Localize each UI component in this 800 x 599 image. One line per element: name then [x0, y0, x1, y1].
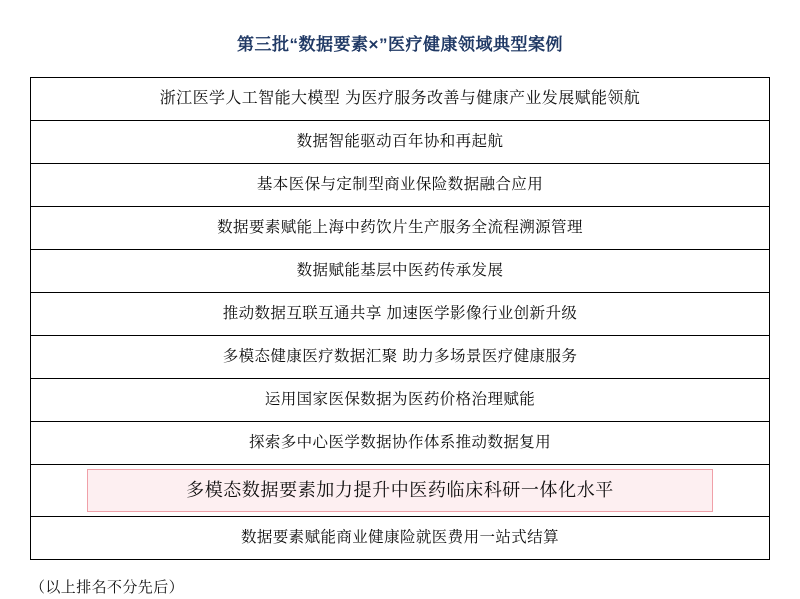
case-title: 多模态数据要素加力提升中医药临床科研一体化水平	[186, 479, 614, 500]
case-title: 数据智能驱动百年协和再起航	[296, 132, 504, 150]
case-title: 运用国家医保数据为医药价格治理赋能	[264, 390, 536, 408]
footnote: （以上排名不分先后）	[30, 579, 185, 596]
case-title: 浙江医学人工智能大模型 为医疗服务改善与健康产业发展赋能领航	[159, 90, 641, 108]
case-title: 探索多中心医学数据协作体系推动数据复用	[248, 433, 552, 451]
table-row	[31, 379, 769, 422]
table-row	[31, 465, 769, 517]
table-row	[31, 336, 769, 379]
case-title: 数据要素赋能商业健康险就医费用一站式结算	[240, 528, 559, 546]
table-row	[31, 422, 769, 465]
table-row	[31, 207, 769, 250]
case-title: 数据要素赋能上海中药饮片生产服务全流程溯源管理	[217, 218, 583, 236]
case-list-table	[30, 77, 770, 560]
case-title: 推动数据互联互通共享 加速医学影像行业创新升级	[222, 304, 578, 322]
table-row	[31, 293, 769, 336]
table-row	[31, 121, 769, 164]
table-row	[31, 78, 769, 121]
page-title: 第三批“数据要素×”医疗健康领域典型案例	[237, 35, 563, 54]
table-row	[31, 517, 769, 560]
case-title: 基本医保与定制型商业保险数据融合应用	[256, 175, 544, 193]
table-row	[31, 250, 769, 293]
case-title: 多模态健康医疗数据汇聚 助力多场景医疗健康服务	[222, 347, 578, 365]
case-title: 数据赋能基层中医药传承发展	[296, 261, 504, 279]
table-row	[31, 164, 769, 207]
